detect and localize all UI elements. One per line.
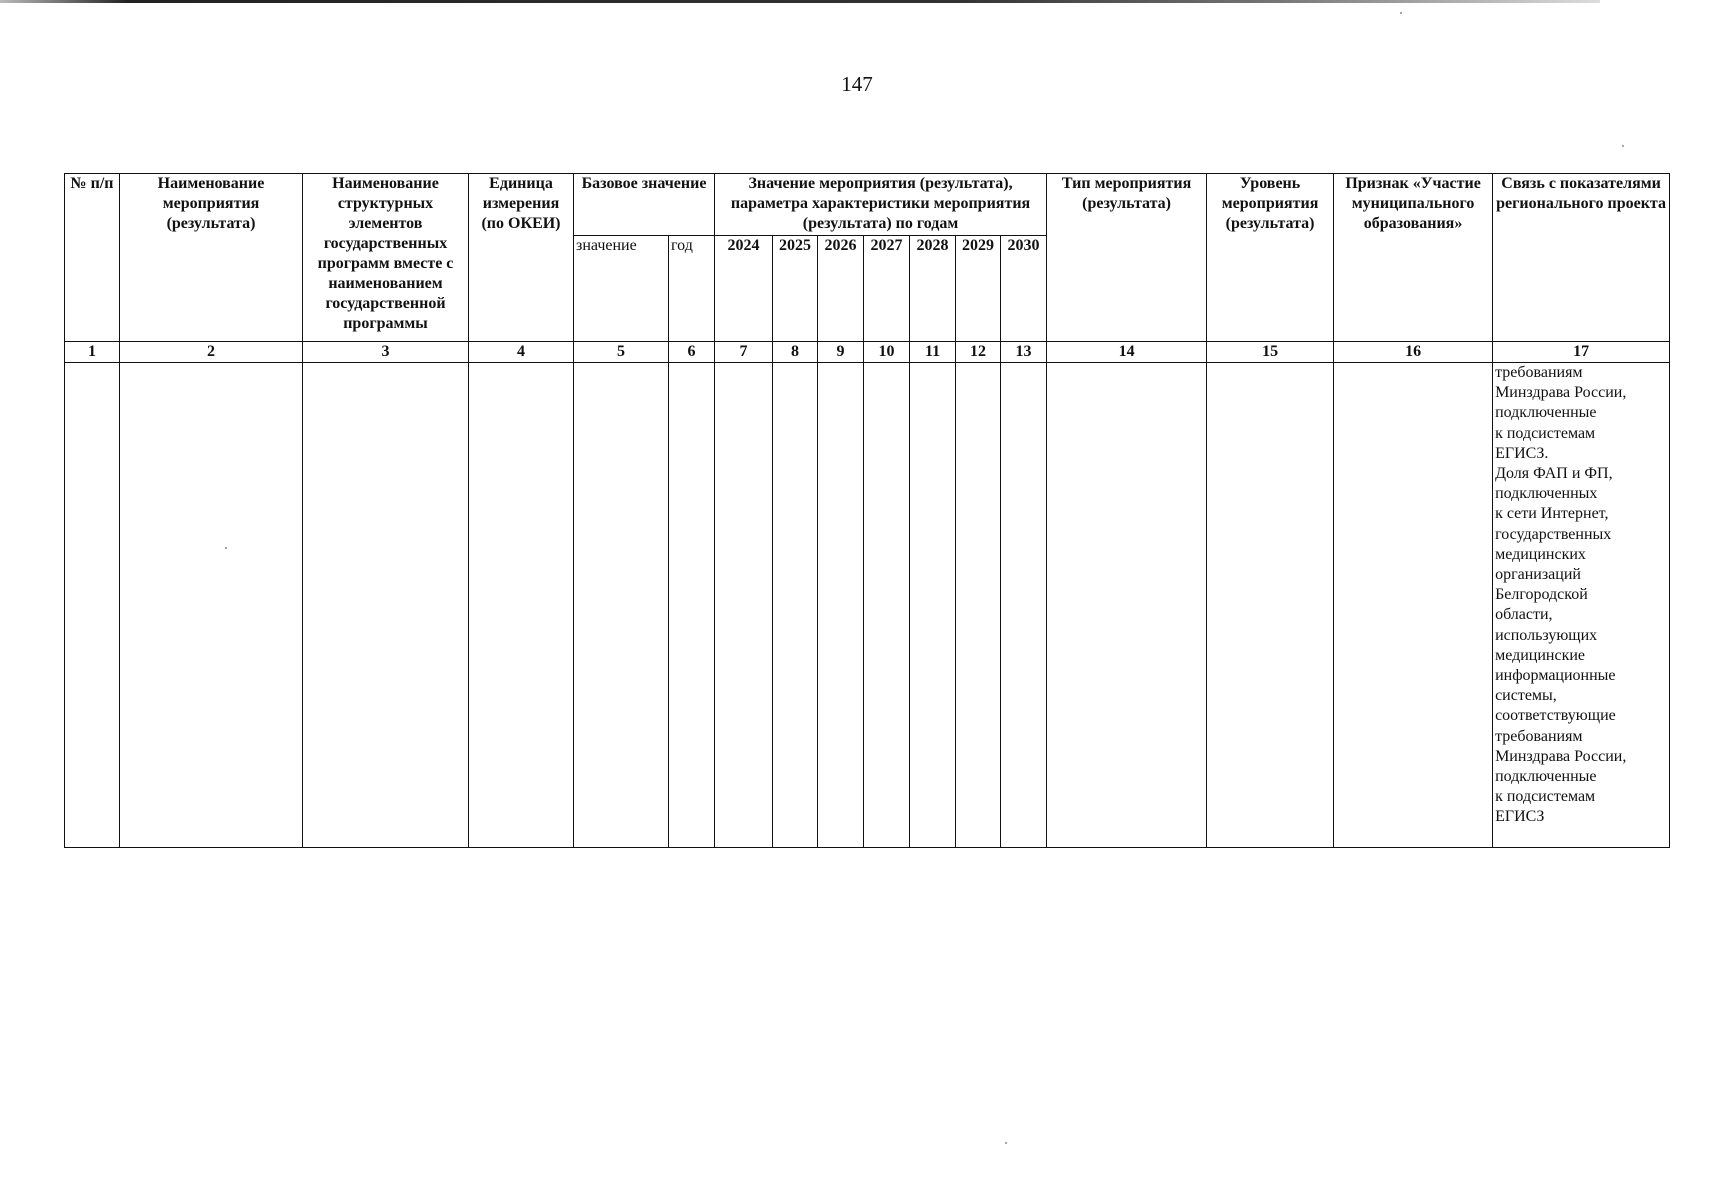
link-text-line: требованиям [1495, 364, 1583, 381]
link-text-line: Минздрава России, [1495, 384, 1627, 402]
cell-year-2027 [864, 363, 910, 848]
column-number: 14 [1047, 342, 1207, 363]
header-years-group: Значение мероприятия (результата), параметра характеристики мероприятия (результата) по годам [715, 174, 1047, 236]
cell-base-year [669, 363, 715, 848]
header-year-2025: 2025 [773, 236, 818, 342]
column-number: 16 [1334, 342, 1493, 363]
header-measure-level: Уровень мероприятия (результата) [1207, 174, 1334, 342]
header-year-2027: 2027 [864, 236, 910, 342]
scan-speck [1400, 12, 1402, 14]
column-number: 12 [956, 342, 1001, 363]
header-regional-project-link: Связь с показателями регионального проекта [1493, 174, 1670, 342]
link-text-line: ЕГИСЗ [1495, 808, 1545, 826]
scan-speck [1622, 145, 1624, 147]
column-number: 11 [910, 342, 956, 363]
header-measure-name: Наименование мероприятия (результата) [120, 174, 303, 342]
link-text-line: подключенных [1495, 485, 1598, 503]
cell-number [65, 363, 120, 848]
header-year-2029: 2029 [956, 236, 1001, 342]
header-year-2024: 2024 [715, 236, 773, 342]
header-municipal-participation: Признак «Участие муниципального образования» [1334, 174, 1493, 342]
cell-year-2028 [910, 363, 956, 848]
measures-table [64, 173, 1670, 848]
link-text-line: подключенные [1495, 768, 1597, 786]
link-text-line: использующих [1495, 626, 1598, 644]
column-number: 13 [1001, 342, 1047, 363]
link-text-line: Доля ФАП и ФП, [1495, 465, 1613, 483]
header-measure-type: Тип мероприятия (результата) [1047, 174, 1207, 342]
header-base-year: год [669, 236, 715, 342]
scan-edge-line [0, 0, 1600, 3]
header-structural-elements: Наименование структурных элементов государственных программ вместе с наименованием государственной программы [303, 174, 469, 342]
scan-speck [225, 547, 227, 549]
link-text-line: требованиям [1495, 727, 1583, 745]
link-text-line: медицинских [1495, 545, 1586, 563]
header-row-1 [65, 174, 1670, 236]
cell-measure-type [1047, 363, 1207, 848]
link-text-line: соответствующие [1495, 707, 1616, 725]
link-text-line: к сети Интернет, [1495, 505, 1609, 523]
column-number: 7 [715, 342, 773, 363]
cell-structural-elements [303, 363, 469, 848]
table-row [65, 363, 1670, 848]
cell-measure-level [1207, 363, 1334, 848]
link-text-line: ЕГИСЗ. [1495, 444, 1549, 462]
column-number: 6 [669, 342, 715, 363]
header-unit: Единица измерения (по ОКЕИ) [469, 174, 574, 342]
cell-municipal-participation [1334, 363, 1493, 848]
cell-measure-name [120, 363, 303, 848]
link-text-line: информационные [1495, 667, 1616, 685]
cell-base-value [574, 363, 669, 848]
column-number: 3 [303, 342, 469, 363]
link-text-line: к подсистемам [1495, 788, 1596, 806]
column-number: 15 [1207, 342, 1334, 363]
column-number: 4 [469, 342, 574, 363]
link-text-line: области, [1495, 606, 1553, 624]
page-number: 147 [841, 72, 873, 96]
cell-year-2024 [715, 363, 773, 848]
column-number: 5 [574, 342, 669, 363]
link-text-line: организаций [1495, 566, 1581, 584]
cell-year-2025 [773, 363, 818, 848]
cell-unit [469, 363, 574, 848]
column-number: 10 [864, 342, 910, 363]
link-text-line: медицинские [1495, 646, 1586, 664]
column-number: 1 [65, 342, 120, 363]
cell-regional-project-link [1493, 363, 1670, 848]
link-text-line: Белгородской [1495, 586, 1588, 604]
column-number: 9 [818, 342, 864, 363]
header-year-2028: 2028 [910, 236, 956, 342]
header-number: № п/п [65, 174, 120, 342]
header-base-value-group: Базовое значение [574, 174, 715, 236]
column-number-row [65, 342, 1670, 363]
link-text-line: Минздрава России, [1495, 747, 1627, 765]
link-text-line: подключенные [1495, 404, 1597, 422]
cell-year-2029 [956, 363, 1001, 848]
header-year-2030: 2030 [1001, 236, 1047, 342]
link-text-line: системы, [1495, 687, 1557, 705]
cell-year-2030 [1001, 363, 1047, 848]
link-text-line: государственных [1495, 525, 1612, 543]
cell-year-2026 [818, 363, 864, 848]
scan-speck [1005, 1142, 1007, 1144]
header-base-value: значение [574, 236, 669, 342]
link-text-line: к подсистемам [1495, 424, 1596, 442]
column-number: 17 [1493, 342, 1670, 363]
header-year-2026: 2026 [818, 236, 864, 342]
column-number: 2 [120, 342, 303, 363]
column-number: 8 [773, 342, 818, 363]
